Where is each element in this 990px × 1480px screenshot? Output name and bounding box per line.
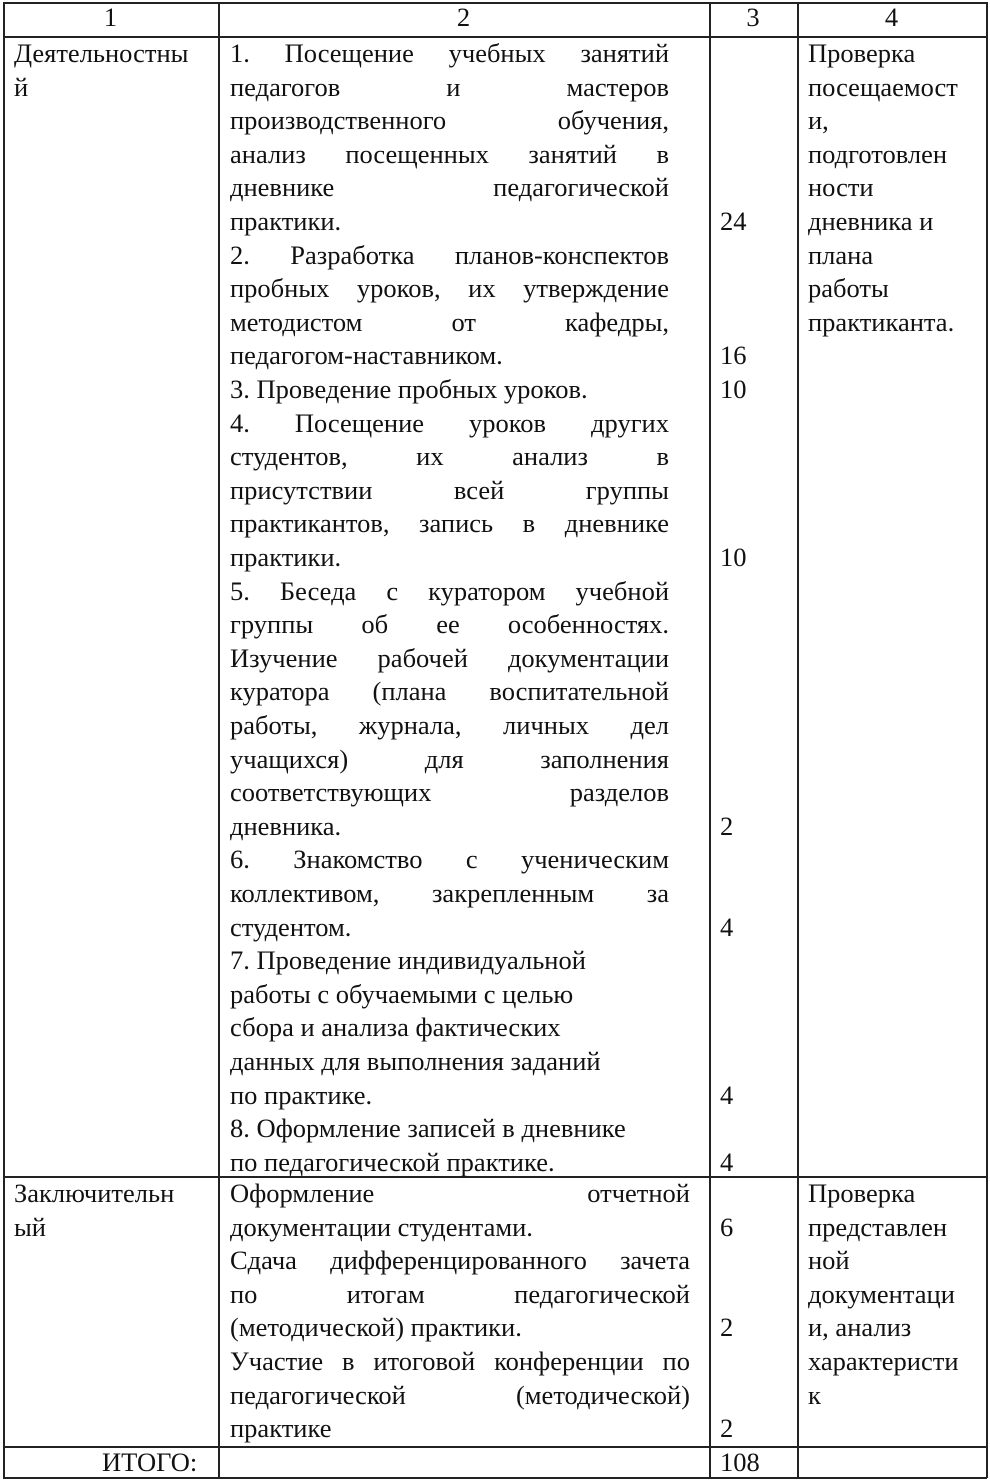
hours-value: 2 — [720, 1413, 734, 1444]
control-line: документаци — [808, 1278, 955, 1309]
item-5-line: куратора (плана воспитательной — [230, 676, 669, 707]
final-item-3-line: практике — [230, 1413, 332, 1444]
control-line: и, анализ — [808, 1312, 912, 1343]
item-1-line: дневнике педагогической — [230, 172, 669, 203]
control-line: характеристи — [808, 1346, 959, 1376]
item-7-line: сбора и анализа фактических — [230, 1012, 561, 1043]
table-border-right — [986, 2, 988, 1478]
control-line: работы — [808, 273, 889, 304]
item-4-line: присутствии всей группы — [230, 474, 669, 505]
item-8-line: по педагогической практике. — [230, 1146, 555, 1177]
control-line: Проверка — [808, 38, 916, 68]
item-4-line: практики. — [230, 542, 342, 572]
hours-value: 6 — [720, 1211, 734, 1242]
item-7-line: 7. Проведение индивидуальной — [230, 945, 586, 976]
total-value: 108 — [720, 1447, 760, 1477]
item-5-line: 5. Беседа с куратором учебной — [230, 575, 669, 606]
stage-label-line: й — [14, 71, 29, 102]
stage-label-line: ый — [14, 1211, 46, 1242]
item-4-line: студентов, их анализ в — [230, 441, 669, 472]
item-1-line: анализ посещенных занятий в — [230, 138, 669, 169]
item-4-line: 4. Посещение уроков других — [230, 407, 669, 438]
column-header-4: 4 — [884, 2, 899, 32]
item-5-line: работы, журнала, личных дел — [230, 710, 669, 740]
item-2-line: педагогом-наставником. — [230, 340, 503, 371]
item-6-line: 6. Знакомство с ученическим — [230, 844, 669, 875]
hours-value: 24 — [720, 206, 747, 236]
final-item-2-line: по итогам педагогической — [230, 1278, 690, 1309]
final-item-3-line: педагогической (методической) — [230, 1379, 690, 1410]
item-3-line: 3. Проведение пробных уроков. — [230, 374, 588, 404]
control-line: практиканта. — [808, 306, 955, 337]
item-1-line: практики. — [230, 206, 342, 236]
item-8-line: 8. Оформление записей в дневнике — [230, 1113, 626, 1144]
item-7-line: работы с обучаемыми с целью — [230, 978, 574, 1009]
column-divider-2 — [709, 2, 711, 1478]
item-1-line: производственного обучения, — [230, 105, 669, 136]
stage-label-line: Деятельностны — [14, 38, 189, 68]
item-2-line: методистом от кафедры, — [230, 306, 669, 337]
item-1-line: педагогов и мастеров — [230, 71, 669, 102]
table-border-left — [3, 2, 5, 1478]
hours-value: 10 — [720, 542, 747, 572]
hours-value: 10 — [720, 374, 747, 404]
final-item-1-line: Оформление отчетной — [230, 1178, 690, 1208]
control-line: плана — [808, 239, 874, 270]
hours-value: 2 — [720, 1312, 734, 1343]
total-label: ИТОГО: — [102, 1447, 198, 1477]
item-2-line: 2. Разработка планов-конспектов — [230, 239, 669, 270]
final-item-2-line: (методической) практики. — [230, 1312, 522, 1343]
hours-value: 4 — [720, 1146, 734, 1177]
item-5-line: Изучение рабочей документации — [230, 642, 669, 673]
control-line: к — [808, 1379, 821, 1410]
item-4-line: практикантов, запись в дневнике — [230, 508, 669, 539]
hours-value: 4 — [720, 911, 734, 942]
item-2-line: пробных уроков, их утверждение — [230, 273, 669, 304]
item-7-line: по практике. — [230, 1079, 373, 1110]
hours-value: 2 — [720, 810, 734, 841]
control-line: представлен — [808, 1211, 948, 1242]
item-1-line: 1. Посещение учебных занятий — [230, 38, 669, 68]
control-line: ности — [808, 172, 874, 203]
control-line: подготовлен — [808, 138, 948, 169]
item-7-line: данных для выполнения заданий — [230, 1046, 601, 1076]
column-divider-3 — [797, 2, 799, 1478]
hours-value: 4 — [720, 1079, 734, 1110]
column-header-1: 1 — [103, 2, 118, 32]
control-line: ной — [808, 1245, 850, 1276]
final-item-2-line: Сдача дифференцированного зачета — [230, 1245, 690, 1276]
column-header-3: 3 — [746, 2, 760, 32]
item-6-line: коллективом, закрепленным за — [230, 878, 669, 908]
item-5-line: соответствующих разделов — [230, 777, 669, 808]
hours-value: 16 — [720, 340, 747, 371]
control-line: и, — [808, 105, 829, 136]
control-line: Проверка — [808, 1178, 916, 1208]
column-header-2: 2 — [456, 2, 471, 32]
final-item-1-line: документации студентами. — [230, 1211, 533, 1242]
item-5-line: учащихся) для заполнения — [230, 743, 669, 774]
final-item-3-line: Участие в итоговой конференции по — [230, 1346, 690, 1376]
item-5-line: дневника. — [230, 810, 342, 841]
column-divider-1 — [218, 2, 220, 1478]
control-line: посещаемост — [808, 71, 958, 102]
item-5-line: группы об ее особенностях. — [230, 609, 669, 640]
item-6-line: студентом. — [230, 911, 352, 942]
control-line: дневника и — [808, 206, 934, 236]
stage-label-line: Заключительн — [14, 1178, 175, 1208]
